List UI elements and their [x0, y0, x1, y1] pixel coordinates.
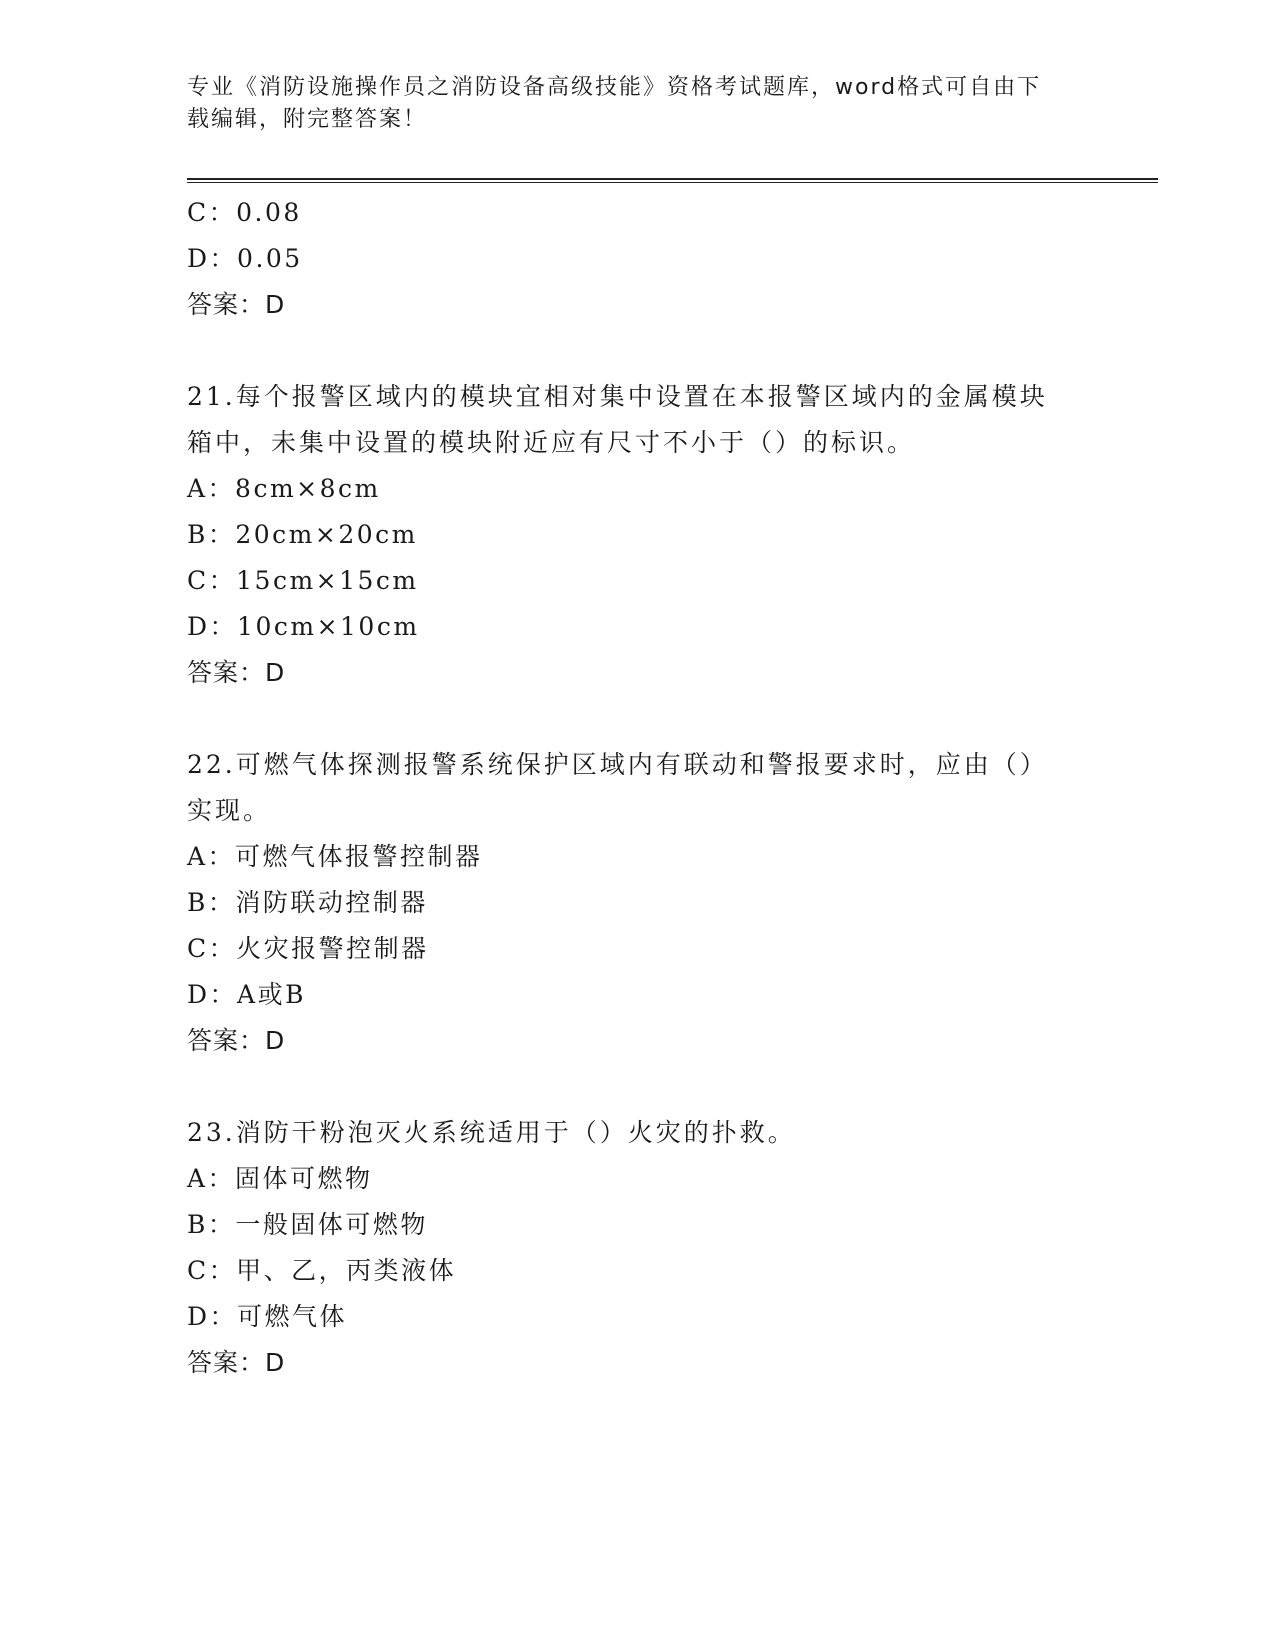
header-divider	[187, 178, 1158, 183]
option-d: D：0.05	[187, 244, 303, 273]
question-stem: 23.消防干粉泡灭火系统适用于（）火灾的扑救。	[187, 1118, 796, 1147]
option-d: D：可燃气体	[187, 1302, 348, 1331]
option-c: C：15cm×15cm	[187, 566, 419, 595]
question-stem: 22.可燃气体探测报警系统保护区域内有联动和警报要求时，应由（）	[187, 750, 1048, 779]
spacer	[187, 696, 1087, 742]
option-b: B：20cm×20cm	[187, 520, 418, 549]
question-list	[187, 190, 1087, 1386]
option-c: C：火灾报警控制器	[187, 934, 429, 963]
answer: 答案：D	[187, 1026, 286, 1055]
answer: 答案：D	[187, 658, 286, 687]
question-21	[187, 374, 1087, 696]
question-stem-continued: 实现。	[187, 796, 272, 825]
header-line-1: 专业《消防设施操作员之消防设备高级技能》资格考试题库，word格式可自由下	[187, 75, 1042, 100]
question-23	[187, 1110, 1087, 1386]
question-22	[187, 742, 1087, 1064]
option-c: C：0.08	[187, 198, 302, 227]
previous-question-tail	[187, 190, 1087, 328]
option-d: D：10cm×10cm	[187, 612, 420, 641]
answer: 答案：D	[187, 1348, 286, 1377]
option-a: A：可燃气体报警控制器	[187, 842, 483, 871]
header-line-2: 载编辑，附完整答案！	[187, 107, 428, 132]
option-a: A：固体可燃物	[187, 1164, 373, 1193]
spacer	[187, 328, 1087, 374]
spacer	[187, 1064, 1087, 1110]
option-a: A：8cm×8cm	[187, 474, 381, 503]
question-stem: 21.每个报警区域内的模块宜相对集中设置在本报警区域内的金属模块	[187, 382, 1048, 411]
option-c: C：甲、乙，丙类液体	[187, 1256, 457, 1285]
option-b: B：消防联动控制器	[187, 888, 428, 917]
option-b: B：一般固体可燃物	[187, 1210, 428, 1239]
question-stem-continued: 箱中，未集中设置的模块附近应有尺寸不小于（）的标识。	[187, 428, 916, 457]
option-d: D：A或B	[187, 980, 306, 1009]
answer: 答案：D	[187, 290, 286, 319]
document-header	[187, 72, 1087, 136]
